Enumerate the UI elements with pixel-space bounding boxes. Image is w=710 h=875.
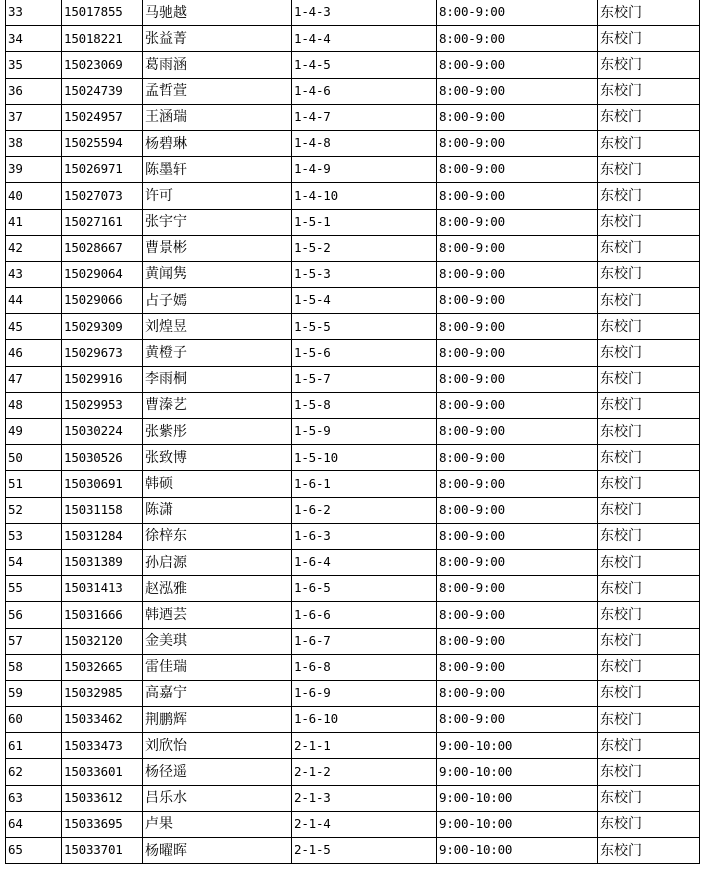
table-row [6,235,700,261]
seat-number-cell: 1-4-6 [292,78,437,104]
table-row [6,785,700,811]
student-name-cell: 荆鹏辉 [143,707,292,733]
student-id-cell: 15026971 [62,157,143,183]
student-id-cell: 15024739 [62,78,143,104]
student-name-cell: 孟哲萱 [143,78,292,104]
entry-gate-cell: 东校门 [598,0,700,26]
row-number-cell: 50 [6,445,62,471]
row-number-cell: 33 [6,0,62,26]
seat-number-cell: 2-1-3 [292,785,437,811]
student-id-cell: 15032665 [62,654,143,680]
student-name-cell: 徐梓东 [143,523,292,549]
table-row [6,680,700,706]
table-row [6,340,700,366]
table-row [6,52,700,78]
entry-gate-cell: 东校门 [598,130,700,156]
student-name-cell: 葛雨涵 [143,52,292,78]
student-id-cell: 15027073 [62,183,143,209]
row-number-cell: 64 [6,811,62,837]
student-id-cell: 15031666 [62,602,143,628]
seat-number-cell: 1-6-1 [292,471,437,497]
row-number-cell: 38 [6,130,62,156]
row-number-cell: 37 [6,104,62,130]
seat-number-cell: 1-4-8 [292,130,437,156]
student-name-cell: 赵泓雅 [143,576,292,602]
entry-gate-cell: 东校门 [598,366,700,392]
entry-gate-cell: 东校门 [598,392,700,418]
student-name-cell: 许可 [143,183,292,209]
table-row [6,654,700,680]
time-slot-cell: 8:00-9:00 [437,130,598,156]
seat-number-cell: 1-5-1 [292,209,437,235]
student-name-cell: 马驰越 [143,0,292,26]
table-row [6,419,700,445]
entry-gate-cell: 东校门 [598,157,700,183]
entry-gate-cell: 东校门 [598,261,700,287]
entry-gate-cell: 东校门 [598,576,700,602]
entry-gate-cell: 东校门 [598,549,700,575]
student-name-cell: 李雨桐 [143,366,292,392]
seat-number-cell: 1-6-4 [292,549,437,575]
time-slot-cell: 8:00-9:00 [437,209,598,235]
row-number-cell: 55 [6,576,62,602]
time-slot-cell: 9:00-10:00 [437,811,598,837]
table-row [6,733,700,759]
time-slot-cell: 8:00-9:00 [437,497,598,523]
row-number-cell: 56 [6,602,62,628]
student-name-cell: 吕乐水 [143,785,292,811]
entry-gate-cell: 东校门 [598,52,700,78]
table-row [6,576,700,602]
entry-gate-cell: 东校门 [598,314,700,340]
row-number-cell: 52 [6,497,62,523]
student-id-cell: 15032985 [62,680,143,706]
seat-number-cell: 1-5-10 [292,445,437,471]
time-slot-cell: 8:00-9:00 [437,78,598,104]
table-row [6,183,700,209]
student-id-cell: 15031158 [62,497,143,523]
table-row [6,209,700,235]
student-name-cell: 韩硕 [143,471,292,497]
seat-number-cell: 1-4-5 [292,52,437,78]
student-id-cell: 15029066 [62,288,143,314]
student-name-cell: 卢果 [143,811,292,837]
row-number-cell: 35 [6,52,62,78]
row-number-cell: 34 [6,26,62,52]
time-slot-cell: 8:00-9:00 [437,523,598,549]
seat-number-cell: 1-6-2 [292,497,437,523]
row-number-cell: 39 [6,157,62,183]
student-id-cell: 15025594 [62,130,143,156]
student-id-cell: 15033462 [62,707,143,733]
time-slot-cell: 8:00-9:00 [437,340,598,366]
student-id-cell: 15033695 [62,811,143,837]
table-row [6,549,700,575]
student-id-cell: 15029064 [62,261,143,287]
student-id-cell: 15024957 [62,104,143,130]
time-slot-cell: 8:00-9:00 [437,314,598,340]
table-row [6,130,700,156]
seat-number-cell: 2-1-1 [292,733,437,759]
table-row [6,26,700,52]
student-name-cell: 王涵瑞 [143,104,292,130]
table-row [6,157,700,183]
student-id-cell: 15023069 [62,52,143,78]
entry-gate-cell: 东校门 [598,838,700,864]
seat-number-cell: 1-6-9 [292,680,437,706]
table-row [6,471,700,497]
row-number-cell: 47 [6,366,62,392]
table-row [6,497,700,523]
time-slot-cell: 8:00-9:00 [437,419,598,445]
seat-number-cell: 2-1-5 [292,838,437,864]
entry-gate-cell: 东校门 [598,523,700,549]
row-number-cell: 51 [6,471,62,497]
row-number-cell: 45 [6,314,62,340]
row-number-cell: 63 [6,785,62,811]
seat-number-cell: 2-1-2 [292,759,437,785]
time-slot-cell: 9:00-10:00 [437,838,598,864]
time-slot-cell: 8:00-9:00 [437,680,598,706]
time-slot-cell: 8:00-9:00 [437,26,598,52]
time-slot-cell: 9:00-10:00 [437,785,598,811]
entry-gate-cell: 东校门 [598,733,700,759]
student-id-cell: 15029916 [62,366,143,392]
table-row [6,392,700,418]
table-row [6,104,700,130]
student-name-cell: 占子嫣 [143,288,292,314]
table-row [6,0,700,26]
student-id-cell: 15031284 [62,523,143,549]
student-id-cell: 15029953 [62,392,143,418]
entry-gate-cell: 东校门 [598,680,700,706]
time-slot-cell: 8:00-9:00 [437,366,598,392]
time-slot-cell: 9:00-10:00 [437,733,598,759]
student-id-cell: 15017855 [62,0,143,26]
row-number-cell: 44 [6,288,62,314]
student-id-cell: 15032120 [62,628,143,654]
student-name-cell: 雷佳瑞 [143,654,292,680]
entry-gate-cell: 东校门 [598,104,700,130]
student-name-cell: 张紫彤 [143,419,292,445]
time-slot-cell: 8:00-9:00 [437,392,598,418]
entry-gate-cell: 东校门 [598,497,700,523]
student-id-cell: 15030691 [62,471,143,497]
seat-number-cell: 1-4-9 [292,157,437,183]
table-row [6,759,700,785]
entry-gate-cell: 东校门 [598,235,700,261]
entry-gate-cell: 东校门 [598,445,700,471]
student-id-cell: 15033601 [62,759,143,785]
entry-gate-cell: 东校门 [598,759,700,785]
table-row [6,78,700,104]
seat-number-cell: 1-5-8 [292,392,437,418]
entry-gate-cell: 东校门 [598,209,700,235]
entry-gate-cell: 东校门 [598,183,700,209]
table-row [6,707,700,733]
student-id-cell: 15029309 [62,314,143,340]
table-row [6,628,700,654]
entry-gate-cell: 东校门 [598,288,700,314]
seat-number-cell: 1-6-3 [292,523,437,549]
time-slot-cell: 8:00-9:00 [437,0,598,26]
entry-gate-cell: 东校门 [598,26,700,52]
entry-gate-cell: 东校门 [598,654,700,680]
row-number-cell: 43 [6,261,62,287]
time-slot-cell: 8:00-9:00 [437,183,598,209]
entry-gate-cell: 东校门 [598,419,700,445]
entry-gate-cell: 东校门 [598,340,700,366]
seat-number-cell: 1-5-5 [292,314,437,340]
row-number-cell: 61 [6,733,62,759]
seat-number-cell: 1-5-6 [292,340,437,366]
seat-number-cell: 1-5-2 [292,235,437,261]
student-name-cell: 刘欣怡 [143,733,292,759]
row-number-cell: 57 [6,628,62,654]
row-number-cell: 65 [6,838,62,864]
table-row [6,811,700,837]
table-row [6,445,700,471]
entry-gate-cell: 东校门 [598,707,700,733]
seat-number-cell: 1-5-4 [292,288,437,314]
entry-gate-cell: 东校门 [598,785,700,811]
row-number-cell: 49 [6,419,62,445]
seat-number-cell: 1-6-10 [292,707,437,733]
table-row [6,602,700,628]
student-name-cell: 陈墨轩 [143,157,292,183]
seat-number-cell: 1-5-3 [292,261,437,287]
student-id-cell: 15018221 [62,26,143,52]
seat-number-cell: 1-4-10 [292,183,437,209]
seat-number-cell: 1-4-7 [292,104,437,130]
student-name-cell: 张致博 [143,445,292,471]
row-number-cell: 60 [6,707,62,733]
time-slot-cell: 8:00-9:00 [437,576,598,602]
seat-number-cell: 1-4-4 [292,26,437,52]
student-name-cell: 高嘉宁 [143,680,292,706]
time-slot-cell: 8:00-9:00 [437,471,598,497]
time-slot-cell: 8:00-9:00 [437,549,598,575]
student-id-cell: 15030224 [62,419,143,445]
time-slot-cell: 8:00-9:00 [437,104,598,130]
student-name-cell: 黄橙子 [143,340,292,366]
table-row [6,288,700,314]
student-id-cell: 15031413 [62,576,143,602]
row-number-cell: 54 [6,549,62,575]
row-number-cell: 42 [6,235,62,261]
time-slot-cell: 8:00-9:00 [437,445,598,471]
row-number-cell: 59 [6,680,62,706]
student-name-cell: 陈潇 [143,497,292,523]
time-slot-cell: 8:00-9:00 [437,52,598,78]
row-number-cell: 53 [6,523,62,549]
student-schedule-table [5,0,700,864]
seat-number-cell: 1-5-7 [292,366,437,392]
time-slot-cell: 8:00-9:00 [437,602,598,628]
table-row [6,314,700,340]
student-id-cell: 15033612 [62,785,143,811]
student-name-cell: 张宇宁 [143,209,292,235]
student-name-cell: 曹溱艺 [143,392,292,418]
entry-gate-cell: 东校门 [598,811,700,837]
row-number-cell: 48 [6,392,62,418]
time-slot-cell: 8:00-9:00 [437,157,598,183]
student-name-cell: 张益菁 [143,26,292,52]
student-name-cell: 孙启源 [143,549,292,575]
student-name-cell: 刘煌昱 [143,314,292,340]
student-name-cell: 杨径遥 [143,759,292,785]
table-row [6,366,700,392]
seat-number-cell: 1-6-6 [292,602,437,628]
row-number-cell: 58 [6,654,62,680]
student-name-cell: 曹景彬 [143,235,292,261]
student-id-cell: 15027161 [62,209,143,235]
seat-number-cell: 2-1-4 [292,811,437,837]
row-number-cell: 36 [6,78,62,104]
time-slot-cell: 8:00-9:00 [437,235,598,261]
student-name-cell: 黄闻隽 [143,261,292,287]
row-number-cell: 62 [6,759,62,785]
seat-number-cell: 1-6-5 [292,576,437,602]
row-number-cell: 40 [6,183,62,209]
entry-gate-cell: 东校门 [598,471,700,497]
time-slot-cell: 8:00-9:00 [437,654,598,680]
student-id-cell: 15029673 [62,340,143,366]
seat-number-cell: 1-4-3 [292,0,437,26]
time-slot-cell: 8:00-9:00 [437,288,598,314]
table-row [6,838,700,864]
student-name-cell: 杨碧琳 [143,130,292,156]
table-row [6,523,700,549]
seat-number-cell: 1-5-9 [292,419,437,445]
table-row [6,261,700,287]
entry-gate-cell: 东校门 [598,602,700,628]
seat-number-cell: 1-6-8 [292,654,437,680]
student-id-cell: 15033473 [62,733,143,759]
student-id-cell: 15033701 [62,838,143,864]
time-slot-cell: 8:00-9:00 [437,261,598,287]
student-id-cell: 15031389 [62,549,143,575]
time-slot-cell: 9:00-10:00 [437,759,598,785]
table-body [6,0,700,864]
entry-gate-cell: 东校门 [598,78,700,104]
row-number-cell: 41 [6,209,62,235]
time-slot-cell: 8:00-9:00 [437,628,598,654]
student-id-cell: 15030526 [62,445,143,471]
seat-number-cell: 1-6-7 [292,628,437,654]
time-slot-cell: 8:00-9:00 [437,707,598,733]
student-name-cell: 杨曜晖 [143,838,292,864]
entry-gate-cell: 东校门 [598,628,700,654]
student-name-cell: 韩迺芸 [143,602,292,628]
student-id-cell: 15028667 [62,235,143,261]
student-name-cell: 金美琪 [143,628,292,654]
row-number-cell: 46 [6,340,62,366]
